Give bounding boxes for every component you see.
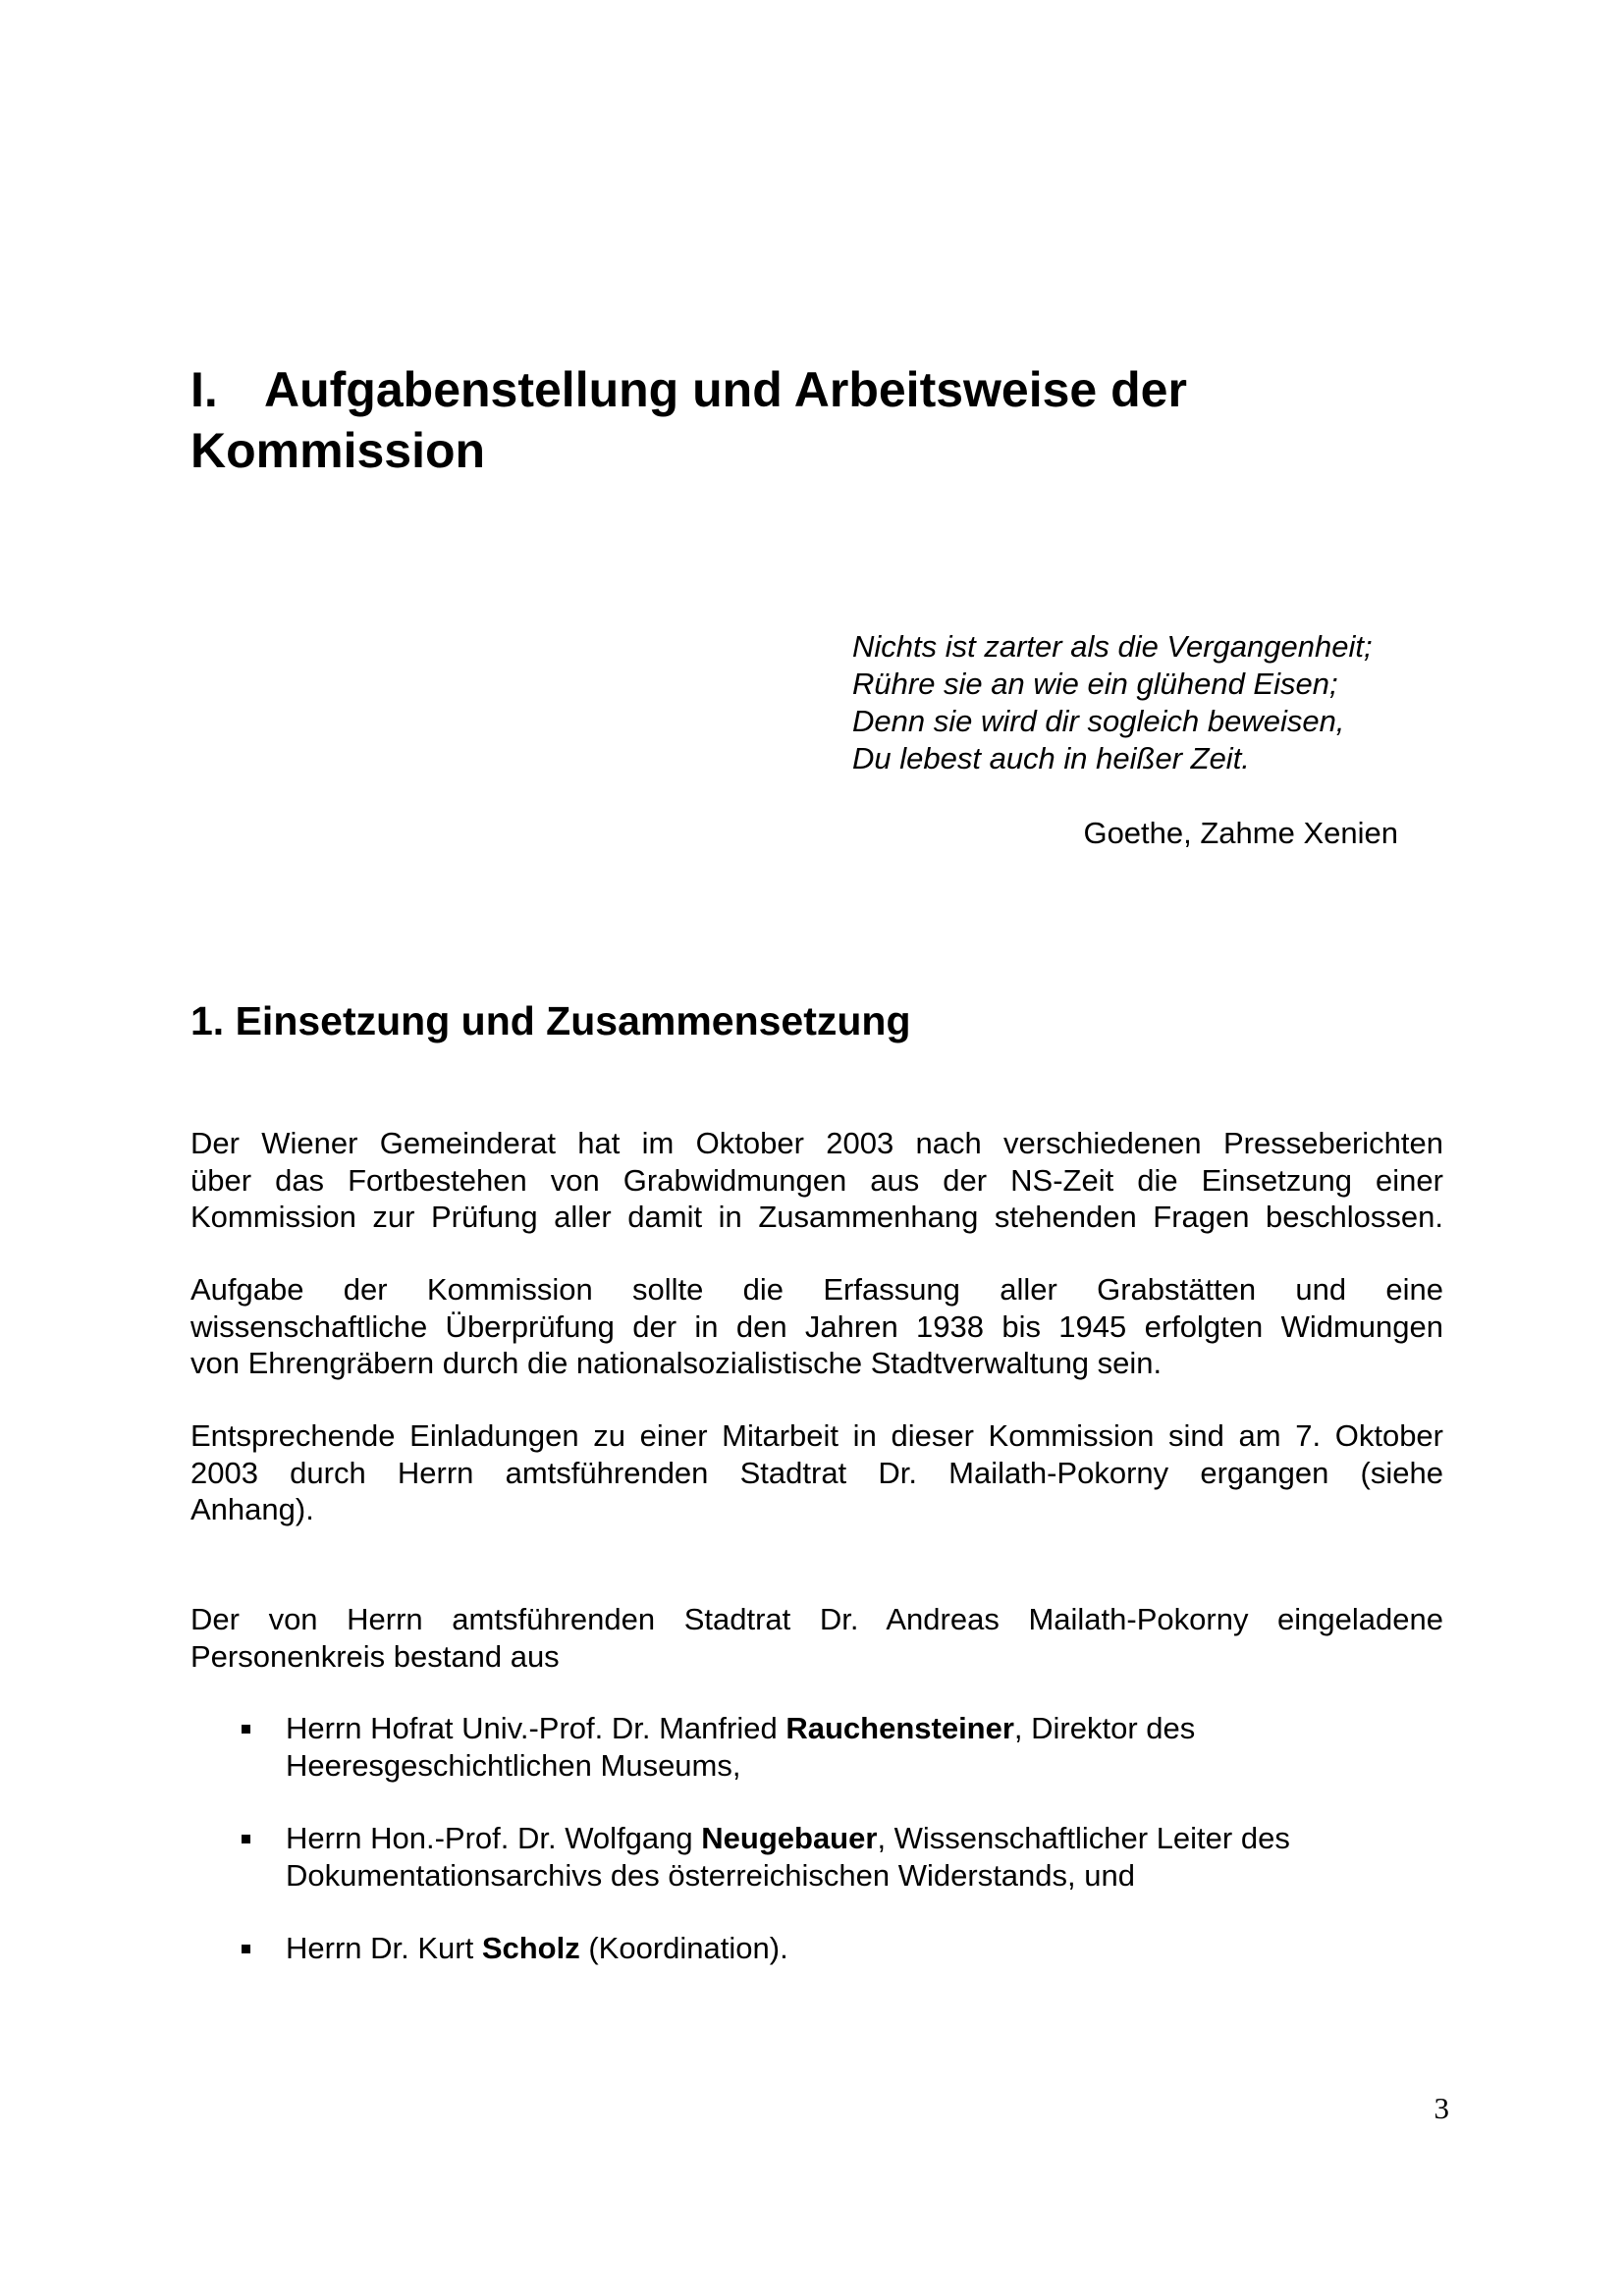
member-suffix: , Direktor des [1013,1711,1196,1745]
paragraph-line: Personenkreis bestand aus [190,1638,560,1674]
epigraph-line: Denn sie wird dir sogleich beweisen, [852,704,1345,738]
member-suffix: , Wissenschaftlicher Leiter des [877,1821,1290,1855]
chapter-title-line1: Aufgabenstellung und Arbeitsweise der [264,362,1187,417]
section-title: 1. Einsetzung und Zusammensetzung [190,998,911,1043]
member-line-2: Heeresgeschichtlichen Museums, [286,1747,741,1783]
paragraph-2 [190,1271,1443,1382]
paragraph-line: Entsprechende Einladungen zu einer Mitarbeit in dieser Kommission sind am 7. Oktober [190,1418,1443,1453]
member-prefix: Herrn Hon.-Prof. Dr. Wolfgang [286,1821,702,1855]
member-line-2: Dokumentationsarchivs des österreichischen Widerstands, und [286,1857,1135,1893]
paragraph-3 [190,1417,1443,1528]
paragraph-line: Der Wiener Gemeinderat hat im Oktober 2003 nach verschiedenen Presseberichten [190,1126,1443,1160]
list-item [190,1820,1443,1894]
paragraph-line: von Ehrengräbern durch die nationalsozialistische Stadtverwaltung sein. [190,1346,1163,1380]
member-suffix: (Koordination). [579,1931,788,1965]
chapter-title-line2: Kommission [190,423,486,478]
member-surname: Rauchensteiner [785,1711,1014,1745]
paragraph-line: über das Fortbestehen von Grabwidmungen aus der NS-Zeit die Einsetzung einer [190,1162,1443,1198]
member-prefix: Herrn Dr. Kurt [286,1931,482,1965]
paragraph-line: 2003 durch Herrn amtsführenden Stadtrat Dr. Mailath-Pokorny ergangen (siehe [190,1455,1443,1490]
member-surname: Neugebauer [701,1821,878,1855]
chapter-number: I. [190,362,218,417]
epigraph-line: Nichts ist zarter als die Vergangenheit; [852,629,1373,664]
paragraph-line: Kommission zur Prüfung aller damit in Zusammenhang stehenden Fragen beschlossen. [190,1200,1443,1234]
epigraph-quote [852,628,1441,777]
paragraph-line: wissenschaftliche Überprüfung der in den Jahren 1938 bis 1945 erfolgten Widmungen [190,1308,1443,1344]
paragraph-line: Anhang). [190,1492,314,1526]
epigraph-line: Rühre sie an wie ein glühend Eisen; [852,667,1338,701]
paragraph-1 [190,1125,1443,1236]
square-bullet-icon [242,1835,250,1843]
square-bullet-icon [242,1725,250,1734]
chapter-title [190,359,1369,481]
list-item [190,1710,1443,1784]
paragraph-line: Aufgabe der Kommission sollte die Erfassung aller Grabstätten und eine [190,1272,1443,1307]
member-list [190,1710,1443,2003]
member-prefix: Herrn Hofrat Univ.-Prof. Dr. Manfried [286,1711,786,1745]
square-bullet-icon [242,1945,250,1953]
epigraph-line: Du lebest auch in heißer Zeit. [852,741,1250,775]
paragraph-4 [190,1601,1443,1675]
member-surname: Scholz [481,1931,580,1965]
member-line [286,1710,1443,1747]
list-item [190,1930,1443,1967]
page-number: 3 [1434,2091,1449,2125]
member-line [286,1930,1443,1967]
epigraph-attribution: Goethe, Zahme Xenien [1083,816,1398,850]
member-line [286,1820,1443,1857]
paragraph-line: Der von Herrn amtsführenden Stadtrat Dr. Andreas Mailath-Pokorny eingeladene [190,1602,1443,1636]
